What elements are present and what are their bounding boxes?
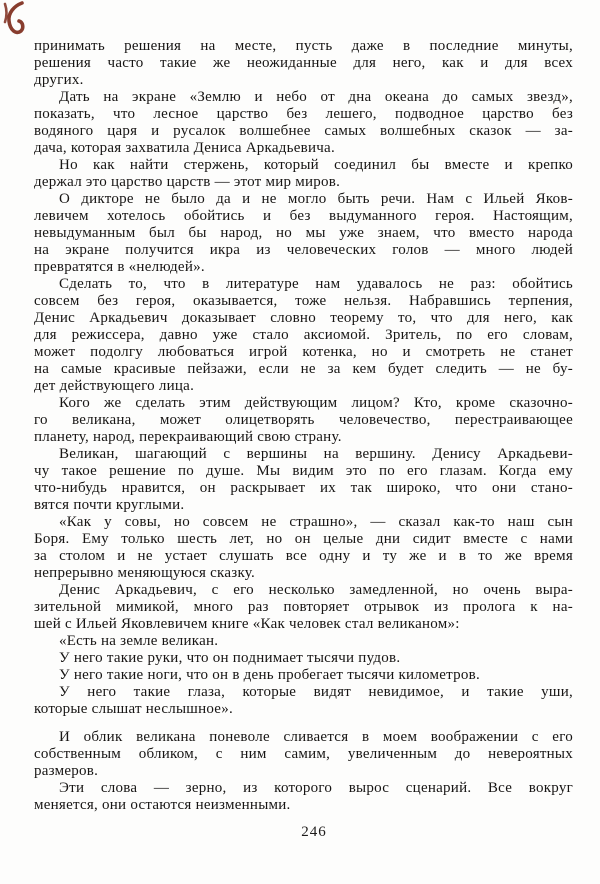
text-line: Кого же сделать этим действующим лицом? Кто, кроме сказочно-	[59, 395, 573, 411]
text-line: которые слышат неслышное».	[34, 701, 233, 717]
text-line: других.	[34, 72, 84, 88]
text-line: Но как найти стержень, который соединил бы вместе и крепко	[59, 157, 573, 173]
paragraph	[34, 780, 573, 814]
paragraph	[34, 191, 573, 276]
text-line: на экране получится икра из человеческих голов — много людей	[34, 242, 573, 258]
text-line: невыдуманным был бы народ, но мы уже знаем, что вместо народа	[34, 225, 573, 241]
text-line: левичем хотелось обойтись и без выдуманного героя. Настоящим,	[34, 208, 573, 224]
text-line: У него такие ноги, что он в день пробегает тысячи километров.	[59, 667, 480, 683]
text-line: го великана, может олицетворять человечество, перестраивающее	[34, 412, 573, 428]
paragraph	[34, 667, 573, 684]
text-line: водяного царя и русалок волшебнее самых волшебных сказок — за-	[34, 123, 573, 139]
paragraph	[34, 729, 573, 780]
text-line: Эти слова — зерно, из которого вырос сценарий. Все вокруг	[59, 780, 573, 796]
text-block	[34, 38, 573, 814]
text-line: «Есть на земле великан.	[59, 633, 219, 649]
paragraph	[34, 684, 573, 718]
paragraph	[34, 89, 573, 157]
paragraph	[34, 276, 573, 395]
text-line: дача, которая захватила Дениса Аркадьевича.	[34, 140, 335, 156]
paragraph	[34, 650, 573, 667]
paragraph	[34, 38, 573, 89]
text-line: размеров.	[34, 763, 99, 779]
text-line: Денис Аркадьевич доказывает словно теорему то, что для него, как	[34, 310, 573, 326]
text-line: И облик великана поневоле сливается в моем воображении с его	[59, 729, 573, 745]
text-line: за столом и не устает слушать все одну и ту же и в то же время	[34, 548, 573, 564]
text-line: превратятся в «нелюдей».	[34, 259, 205, 275]
text-line: Боря. Ему только шесть лет, но он целые дни сидит вместе с нами	[34, 531, 573, 547]
paragraph	[34, 514, 573, 582]
text-line: для режиссера, давно уже стало аксиомой. Зритель, по его словам,	[34, 327, 573, 343]
text-line: планету, народ, перекраивающий свою страну.	[34, 429, 342, 445]
text-line: вятся почти круглыми.	[34, 497, 185, 513]
text-line: дет действующего лица.	[34, 378, 195, 394]
text-line: чу такое решение по душе. Мы видим это по его глазам. Когда ему	[34, 463, 573, 479]
page-number: 246	[301, 824, 327, 840]
text-line: Сделать то, что в литературе нам удавалось не раз: обойтись	[59, 276, 573, 292]
text-line: Денис Аркадьевич, с его несколько замедленной, но очень выра-	[59, 582, 573, 598]
text-line: держал это царство царств — этот мир миров.	[34, 174, 341, 190]
text-line: показать, что лесное царство без лешего, подводное царство без	[34, 106, 573, 122]
text-line: меняется, они остаются неизменными.	[34, 797, 291, 813]
text-line: У него такие глаза, которые видят невидимое, и такие уши,	[59, 684, 573, 700]
text-line: непрерывно меняющуюся сказку.	[34, 565, 256, 581]
text-line: Великан, шагающий с вершины на вершину. Денису Аркадьеви-	[59, 446, 573, 462]
paragraph	[34, 582, 573, 633]
text-line: зительной мимикой, много раз повторяет отрывок из пролога к на-	[34, 599, 573, 615]
text-line: на самые красивые пейзажи, если не за кем будет следить — не бу-	[34, 361, 573, 377]
text-line: У него такие руки, что он поднимает тысячи пудов.	[59, 650, 401, 666]
paragraph	[34, 633, 573, 650]
text-line: совсем без героя, оказывается, тоже нельзя. Набравшись терпения,	[34, 293, 573, 309]
text-line: собственным обликом, с ним самим, увеличенным до невероятных	[34, 746, 573, 762]
text-line: может подолгу любоваться игрой котенка, но и смотреть не станет	[34, 344, 573, 360]
text-line: «Как у совы, но совсем не страшно», — сказал как-то наш сын	[59, 514, 573, 530]
text-line: Дать на экране «Землю и небо от дна океана до самых звезд»,	[59, 89, 573, 105]
text-line: О дикторе не было да и не могло быть речи. Нам с Ильей Яков-	[59, 191, 573, 207]
paragraph	[34, 157, 573, 191]
text-line: принимать решения на месте, пусть даже в последние минуты,	[34, 38, 573, 54]
text-line: что-нибудь нравится, он раскрывает их так широко, что они стано-	[34, 480, 573, 496]
text-line: решения часто такие же неожиданные для него, как и для всех	[34, 55, 573, 71]
text-line: шей с Ильей Яковлевичем книге «Как человек стал великаном»:	[34, 616, 460, 632]
paragraph	[34, 446, 573, 514]
paragraph	[34, 395, 573, 446]
handwritten-mark-icon	[1, 0, 31, 42]
